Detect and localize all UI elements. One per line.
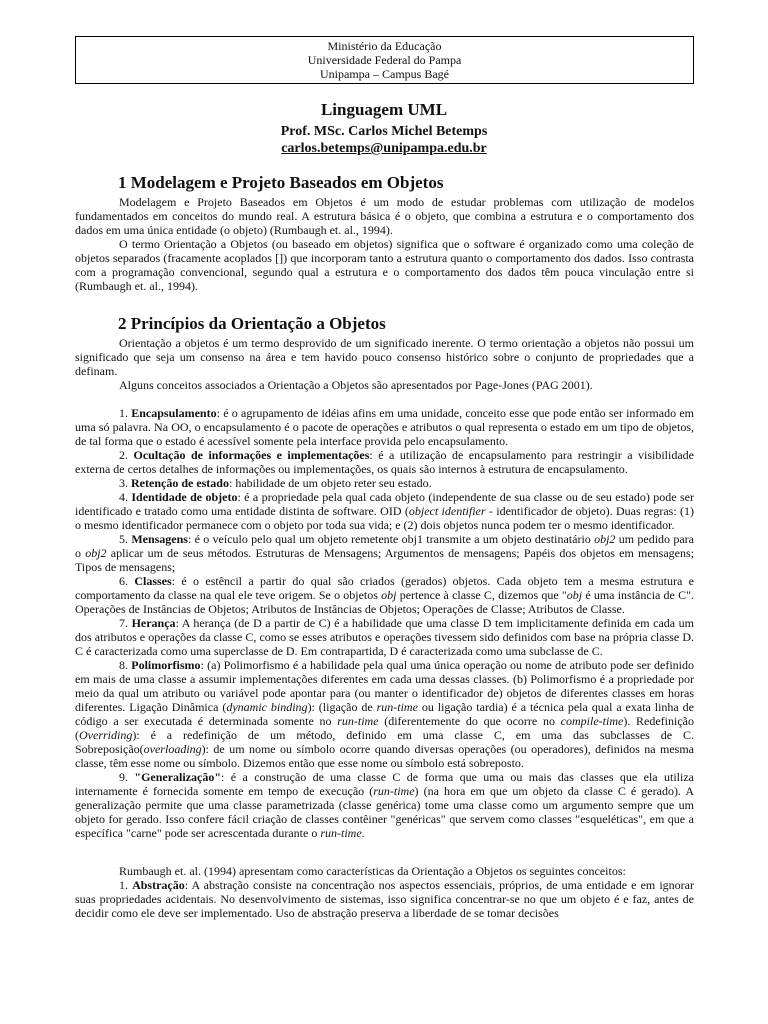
author-name: Prof. MSc. Carlos Michel Betemps (280, 124, 488, 139)
list-item: 9. "Generalização": é a construção de uma classe C de forma que uma ou mais das classes que ela utiliza internamente é fornecida somente em tempo de execução (run-time) (na hora em que um objeto da classe C é gerado). A generalização permite que uma classe parametrizada (classe genérica) tome uma classe como um argumento sempre que um objeto for gerado. Isso confere fácil criação de classes contêiner "genéricas" que servem como classes "esqueléticas", em que a específica "carne" pode ser acrescentada durante o run-time. (75, 770, 695, 840)
list-item: 4. Identidade de objeto: é a propriedade pela qual cada objeto (independente de sua classe ou de seu estado) pode ser identificado e tratado como uma entidade distinta de software. OID (object identifier - identificador de objeto). Duas regras: (1) o mesmo identificador permanece com o objeto por toda sua vida; e (2) dois objetos nunca podem ter o mesmo identificador. (75, 490, 695, 532)
author-email[interactable]: carlos.betemps@unipampa.edu.br (281, 141, 487, 156)
section-2-heading: 2 Princípios da Orientação a Objetos (118, 314, 386, 333)
term-label: Encapsulamento (131, 406, 217, 420)
institution-header (75, 36, 694, 84)
list-item: 5. Mensagens: é o veículo pelo qual um objeto remetente obj1 transmite a um objeto destinatário obj2 um pedido para o obj2 aplicar um de seus métodos. Estruturas de Mensagens; Argumentos de mensagens; Papéis dos objetos em mensagens; Tipos de mensagens; (75, 532, 694, 574)
paragraph: O termo Orientação a Objetos (ou baseado em objetos) significa que o software é organizado como uma coleção de objetos separados (fracamente acoplados []) que incorporam tanto a estrutura quanto o comportamento dos dados. Isso contrasta com a programação convencional, segundo qual a estrutura e o comportamento dos dados têm pouca vinculação entre si (Rumbaugh et. al., 1994). (75, 237, 694, 293)
list-item: 7. Herança: A herança (de D a partir de C) é a habilidade que uma classe D tem implicitamente definida em cada um dos atributos e operações da classe C, como se esses atributos e operações tivessem sido definidos com base na própria classe D. C é caracterizada como uma superclasse de D. Em contrapartida, D é caracterizada como uma subclasse de C. (75, 616, 694, 658)
list-item: 1. Abstração: A abstração consiste na concentração nos aspectos essenciais, próprios, de uma entidade e em ignorar suas propriedades acidentais. No desenvolvimento de sistemas, isso significa concentrar-se no que um objeto é e faz, antes de decidir como ele deve ser implementado. Uso de abstração preserva a liberdade de se tomar decisões (75, 878, 694, 920)
university-line: Universidade Federal do Pampa (307, 53, 462, 67)
paragraph: Modelagem e Projeto Baseados em Objetos é um modo de estudar problemas com utilização de modelos fundamentados em conceitos do mundo real. A estrutura básica é o objeto, que combina a estrutura e o comportamento dos dados em uma única entidade (o objeto) (Rumbaugh et. al., 1994). (75, 195, 694, 237)
term-label: Classes (134, 574, 172, 588)
section-1-body (75, 195, 694, 293)
list-item: 1. Encapsulamento: é o agrupamento de idéias afins em uma unidade, conceito esse que pode então ser informado em uma só palavra. Na OO, o encapsulamento é o pacote de operações e atributos o qual representa o estado em um tipo de objetos, de tal forma que o estado é acessível somente pela interface provida pelo encapsulamento. (75, 406, 694, 448)
paragraph: Rumbaugh et. al. (1994) apresentam como características da Orientação a Objetos os seguintes conceitos: (119, 864, 626, 878)
paragraph: Alguns conceitos associados a Orientação a Objetos são apresentados por Page-Jones (PAG 2001). (119, 378, 593, 392)
term-label: Abstração (132, 878, 185, 892)
paragraph: Orientação a objetos é um termo desprovido de um significado inerente. O termo orientação a objetos não possui um significado que seja um consenso na área e tem havido pouco consenso histórico sobre o conjunto de propriedades que a definam. (75, 336, 694, 378)
term-label: Polimorfismo (131, 658, 201, 672)
section-2-body (75, 336, 694, 920)
ministry-line: Ministério da Educação (327, 39, 442, 53)
list-item: 6. Classes: é o estêncil a partir do qual são criados (gerados) objetos. Cada objeto tem a mesma estrutura e comportamento da classe na qual ele teve origem. Se o objetos obj pertence à classe C, dizemos que "obj é uma instância de C". Operações de Instâncias de Objetos; Atributos de Instâncias de Objetos; Operações de Classe; Atributos de Classe. (75, 574, 694, 616)
campus-line: Unipampa – Campus Bagé (320, 67, 449, 81)
term-label: Identidade de objeto (131, 490, 238, 504)
list-item: 2. Ocultação de informações e implementações: é a utilização de encapsulamento para restringir a visibilidade externa de certos detalhes de informações ou implementações, os quais são internos à estrutura de encapsulamento. (75, 448, 695, 476)
term-label: Ocultação de informações e implementações (133, 448, 370, 462)
term-label: "Generalização" (134, 770, 222, 784)
list-item: 3. Retenção de estado: habilidade de um objeto reter seu estado. (119, 476, 432, 490)
section-1-heading: 1 Modelagem e Projeto Baseados em Objetos (118, 173, 444, 192)
term-label: Mensagens (131, 532, 188, 546)
list-item: 8. Polimorfismo: (a) Polimorfismo é a habilidade pela qual uma única operação ou nome de atributo pode ser definido em mais de uma classe a assumir implementações diferentes em cada uma dessas classes. (b) Polimorfismo é a propriedade por meio da qual um atributo ou variável pode apontar para (ou manter o identificador de) objetos de diferentes classes em horas diferentes. Ligação Dinâmica (dynamic binding): (ligação de run-time ou ligação tardia) é a técnica pela qual a exata linha de código a ser executada é determinada somente no run-time (diferentemente do que ocorre no compile-time). Redefinição (Overriding): é a redefinição de um método, definido em uma classe C, em uma das subclasses de C. Sobreposição(overloading): de um nome ou símbolo ocorre quando diversas operações (ou operadores), definidos na mesma classe, têm esse nome ou símbolo. Dizemos então que esse nome ou símbolo está sobreposto. (75, 658, 694, 770)
term-label: Herança (131, 616, 176, 630)
term-label: Retenção de estado (131, 476, 229, 490)
document-title: Linguagem UML (320, 100, 448, 119)
